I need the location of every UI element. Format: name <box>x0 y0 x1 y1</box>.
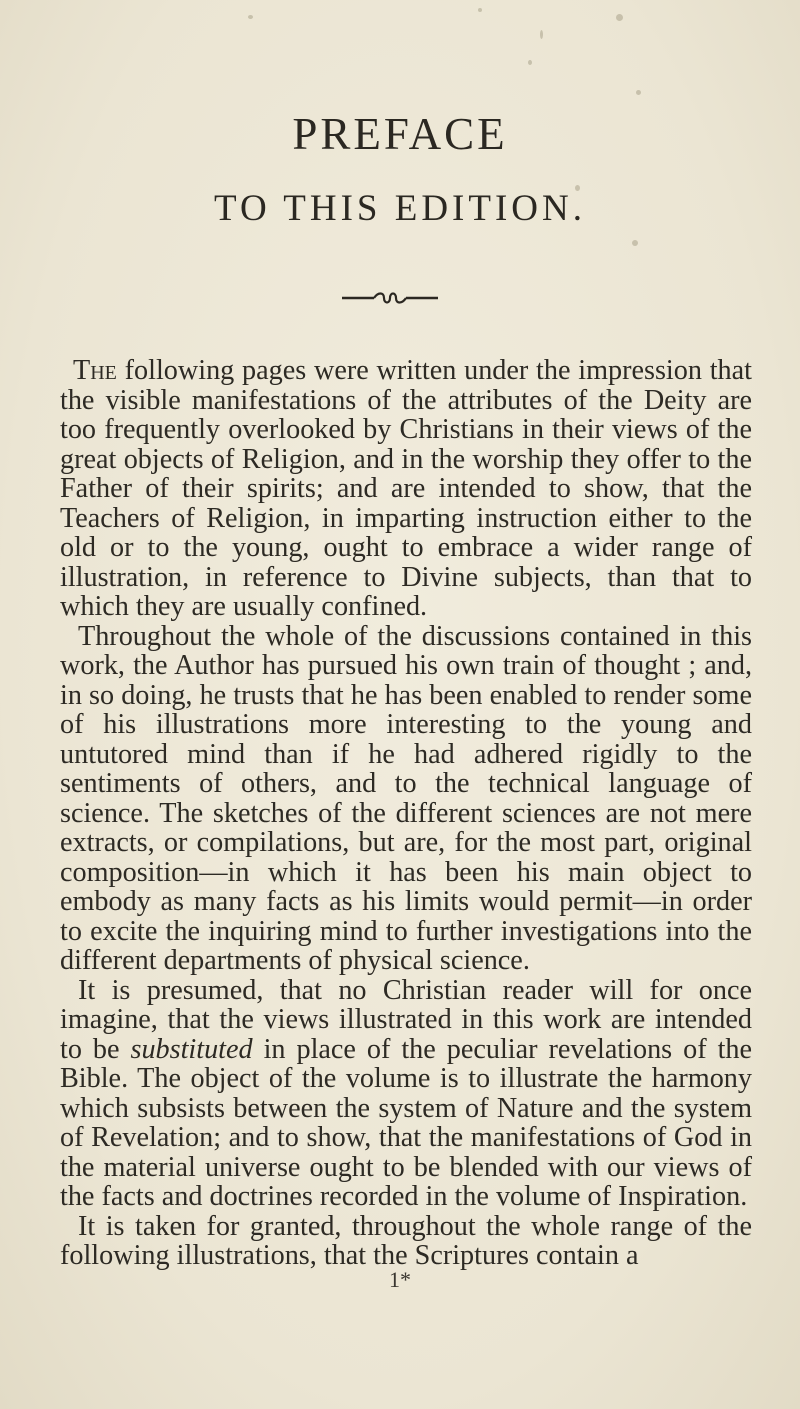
page-subtitle: TO THIS EDITION. <box>214 188 586 229</box>
paper-speck <box>540 30 543 39</box>
paragraph-3-text-b: in place of the peculiar revelations of the Bible. The object of the volume is to illustrate the harmony which subsists between the system of Nature and the system of Revelation; and to show, that the manifestations of God in the material universe ought to be blended with our views of the facts and doctrines recorded in the volume of Inspiration. <box>60 1033 753 1212</box>
drop-lead-word: The <box>73 355 117 386</box>
emphasis-word: substituted <box>130 1033 253 1065</box>
paper-speck <box>616 14 623 21</box>
preface-body <box>60 356 752 1271</box>
paragraph-4: It is taken for granted, throughout the whole range of the following illustrations, that the Scriptures contain a <box>60 1210 752 1271</box>
signature-mark: 1* <box>389 1267 411 1292</box>
paragraph-3-text-a: It is presumed, that no Christian reader will for once imagine, that the views illustrated in this work are intended to be <box>60 974 752 1065</box>
paragraph-1 <box>60 356 752 622</box>
paper-speck <box>528 60 532 65</box>
paper-speck <box>248 15 253 19</box>
ornament-divider-icon <box>340 290 440 306</box>
paper-speck <box>632 240 638 246</box>
paper-speck <box>636 90 641 95</box>
paragraph-3 <box>60 976 752 1212</box>
paper-speck <box>478 8 482 12</box>
paragraph-2: Throughout the whole of the discussions contained in this work, the Author has pursued his own train of thought ; and, in so doing, he trusts that he has been enabled to render some of his illustrations more interesting to the young and untutored mind than if he had adhered rigidly to the sentiments of others, and to the technical language of science. The sketches of the different sciences are not mere extracts, or compilations, but are, for the most part, original composition—in which it has been his main object to embody as many facts as his limits would permit—in order to excite the inquiring mind to further investigations into the different departments of physical science. <box>60 620 752 976</box>
page-title: PREFACE <box>292 109 508 159</box>
paragraph-1-text: following pages were written under the impression that the visible manifestations of the attributes of the Deity are too frequently overlooked by Christians in their views of the great objects of Religion, and in the worship they offer to the Father of their spirits; and are intended to show, that the Teachers of Religion, in imparting instruction either to the old or to the young, ought to embrace a wider range of illustration, in reference to Divine subjects, than that to which they are usually confined. <box>60 355 752 622</box>
